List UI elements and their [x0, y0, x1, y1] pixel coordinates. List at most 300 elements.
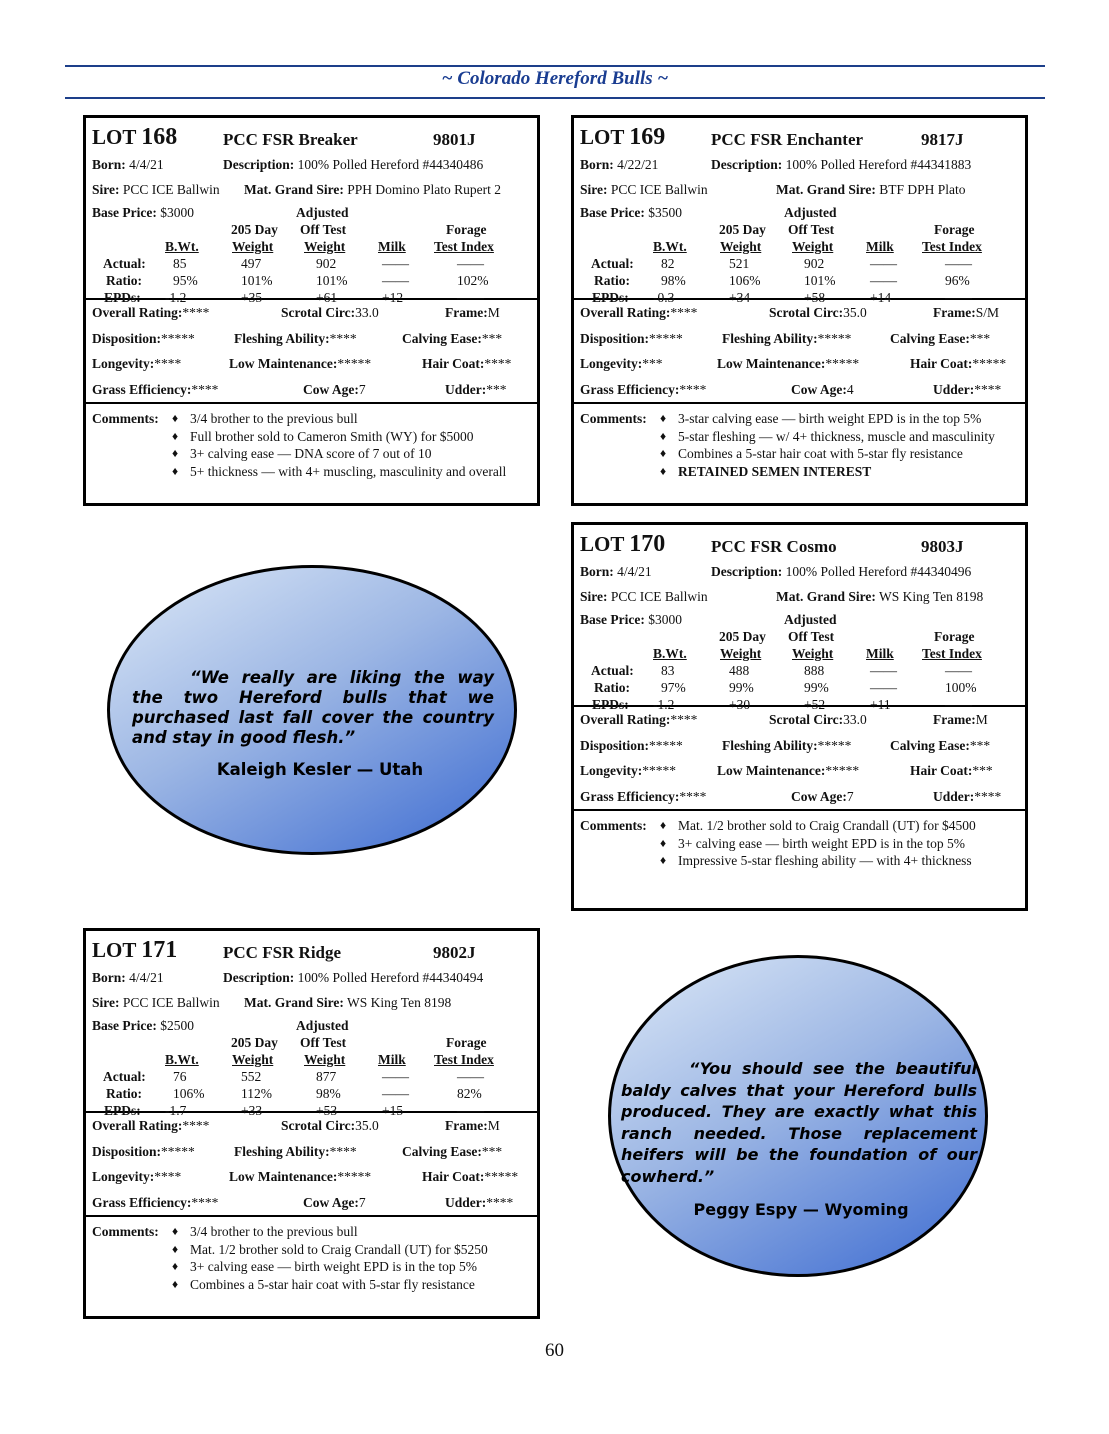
description-field [711, 154, 971, 176]
base-price-value: $3000 [648, 612, 682, 627]
scrotal-circ-field [281, 1113, 379, 1139]
actual-value: 902 [316, 256, 337, 271]
fleshing-ability-field [722, 326, 852, 352]
grass-efficiency-field [92, 377, 219, 403]
cow-age-label: Cow Age: [791, 788, 847, 804]
actual-value: 82 [661, 256, 675, 271]
grass-efficiency-value: **** [191, 381, 219, 397]
overall-rating-field [580, 300, 698, 326]
base-price-label: Base Price: [580, 612, 645, 627]
lot-word: LOT [92, 938, 136, 962]
header-bwt: B.Wt. [165, 1052, 199, 1067]
disposition-label: Disposition: [580, 737, 650, 753]
header-bwt: B.Wt. [653, 646, 687, 661]
udder-value: **** [974, 788, 1002, 804]
grass-efficiency-field [92, 1190, 219, 1216]
epds-row-label: EPDs: [104, 1103, 141, 1118]
description-field-label: Description: [223, 157, 295, 172]
scrotal-circ-value: 35.0 [355, 1118, 379, 1133]
comment-text: Mat. 1/2 brother sold to Craig Crandall (UT) for $4500 [678, 818, 976, 833]
born-field-label: Born: [580, 564, 614, 579]
actual-row-label: Actual: [591, 256, 634, 271]
base-price-field [92, 204, 194, 221]
frame-label: Frame: [933, 712, 976, 727]
fleshing-ability-value: ***** [817, 737, 852, 753]
cow-age-field [303, 377, 366, 403]
description-field [711, 561, 971, 583]
bullet-icon: ♦ [172, 463, 179, 478]
bullet-icon: ♦ [172, 446, 179, 460]
actual-value: —— [382, 1069, 409, 1084]
bull-name: PCC FSR Cosmo [711, 537, 837, 556]
scrotal-circ-value: 33.0 [843, 712, 867, 727]
comment-text: 3+ calving ease — birth weight EPD is in the top 5% [678, 835, 965, 851]
comment-item [92, 428, 537, 446]
sire-field [92, 179, 220, 201]
bull-name: PCC FSR Enchanter [711, 130, 864, 149]
sire-field-label: Sire: [580, 182, 608, 197]
hair-coat-field [422, 1164, 519, 1190]
ratio-row-label: Ratio: [106, 1086, 142, 1101]
frame-field [445, 300, 500, 326]
mat-grand-sire-field [776, 586, 983, 608]
actual-value: 877 [316, 1069, 337, 1084]
header-weight-205: Weight [232, 239, 274, 254]
longevity-label: Longevity: [92, 356, 155, 371]
calving-ease-value: *** [969, 330, 991, 346]
cow-age-label: Cow Age: [791, 381, 847, 397]
actual-value: —— [457, 1069, 484, 1084]
disposition-value: ***** [161, 1143, 195, 1159]
scrotal-circ-field [281, 300, 379, 326]
lot-label [92, 937, 177, 964]
hair-coat-value: **** [484, 356, 512, 371]
bullet-icon: ♦ [660, 835, 667, 850]
lot-word: LOT [580, 125, 624, 149]
sire-field [580, 179, 708, 201]
mat-grand-sire-field [776, 179, 966, 201]
disposition-label: Disposition: [92, 330, 162, 346]
udder-field [933, 784, 1002, 810]
calving-ease-field [402, 326, 503, 352]
born-field [580, 561, 652, 583]
ratio-value: 112% [241, 1086, 272, 1101]
grass-efficiency-field [580, 377, 707, 403]
comment-text: 5-star fleshing — w/ 4+ thickness, muscle and masculinity [678, 428, 995, 444]
actual-value: 497 [241, 256, 262, 271]
calving-ease-label: Calving Ease: [890, 737, 970, 753]
base-price-field [92, 1017, 194, 1034]
testimonial-quote: “You should see the beautiful baldy calves that your Hereford bulls produced. They are exactly what this ranch needed. Those replacement heifers will be the foundation of our cowherd.” [621, 1059, 977, 1186]
ratio-value: 95% [173, 273, 198, 288]
bullet-icon: ♦ [660, 428, 667, 443]
ratio-value: 100% [945, 680, 977, 695]
base-price-label: Base Price: [92, 205, 157, 220]
longevity-label: Longevity: [580, 763, 643, 778]
comment-item [580, 410, 1025, 428]
udder-value: *** [486, 381, 507, 397]
bullet-icon: ♦ [172, 1259, 179, 1273]
disposition-value: ***** [161, 330, 195, 346]
header-milk: Milk [378, 239, 406, 254]
epds-value: —— [457, 290, 484, 305]
fleshing-ability-label: Fleshing Ability: [722, 330, 818, 346]
hair-coat-value: ***** [484, 1169, 519, 1184]
ratio-value: 106% [729, 273, 761, 288]
epds-value: +30 [729, 697, 751, 712]
bull-id: 9803J [921, 537, 964, 556]
epds-value: +53 [316, 1103, 338, 1118]
longevity-field [92, 1164, 182, 1190]
comment-text: Combines a 5-star hair coat with 5-star fly resistance [678, 446, 963, 461]
hair-coat-label: Hair Coat: [422, 1169, 485, 1184]
scrotal-circ-label: Scrotal Circ: [769, 712, 844, 727]
actual-value: 83 [661, 663, 675, 678]
lot-number: 170 [629, 531, 666, 557]
frame-value: M [975, 712, 988, 727]
epds-value: +12 [382, 290, 404, 305]
description-field-label: Description: [223, 970, 295, 985]
bull-name: PCC FSR Ridge [223, 943, 342, 962]
sire-field-value: PCC ICE Ballwin [610, 182, 708, 197]
fleshing-ability-value: ***** [817, 330, 852, 346]
bullet-icon: ♦ [660, 411, 667, 425]
epds-value: +61 [316, 290, 338, 305]
base-price-label: Base Price: [580, 205, 645, 220]
low-maintenance-field [717, 351, 860, 377]
header-205-day: 205 Day [719, 629, 766, 644]
grass-efficiency-field [580, 784, 707, 810]
mat-grand-sire-field [244, 992, 451, 1014]
mat-grand-sire-field-value: WS King Ten 8198 [347, 995, 452, 1010]
udder-label: Udder: [933, 788, 975, 804]
fleshing-ability-field [722, 733, 852, 759]
born-field [92, 154, 164, 176]
low-maintenance-value: ***** [825, 356, 860, 371]
grass-efficiency-value: **** [679, 788, 707, 804]
sire-field-label: Sire: [92, 995, 120, 1010]
bullet-icon: ♦ [660, 446, 667, 460]
ratio-value: 102% [457, 273, 489, 288]
sire-field-value: PCC ICE Ballwin [122, 182, 220, 197]
lot-number: 171 [141, 937, 178, 963]
fleshing-ability-field [234, 1139, 357, 1165]
epds-value: +34 [729, 290, 751, 305]
comments-label: Comments: [92, 411, 159, 426]
header-test-index: Test Index [434, 1052, 494, 1067]
comment-text: 3+ calving ease — birth weight EPD is in the top 5% [190, 1259, 477, 1274]
born-field-value: 4/4/21 [129, 970, 164, 985]
sire-field [92, 992, 220, 1014]
frame-field [933, 300, 999, 326]
ratio-value: 96% [945, 273, 970, 288]
scrotal-circ-label: Scrotal Circ: [769, 305, 844, 320]
page-header-title: ~ Colorado Hereford Bulls ~ [441, 68, 669, 89]
grass-efficiency-label: Grass Efficiency: [580, 788, 680, 804]
born-field-label: Born: [92, 157, 126, 172]
header-milk: Milk [866, 239, 894, 254]
comment-text: Full brother sold to Cameron Smith (WY) for $5000 [190, 428, 474, 444]
epds-value: -0.3 [653, 290, 675, 305]
header-off-test: Off Test [300, 222, 347, 237]
udder-field [445, 377, 507, 403]
comment-text: 5+ thickness — with 4+ muscling, masculinity and overall [190, 463, 507, 479]
description-field-value: 100% Polled Hereford #44340496 [785, 564, 972, 579]
actual-row-label: Actual: [103, 1069, 146, 1084]
ratio-row-label: Ratio: [106, 273, 142, 288]
comment-item [580, 463, 1025, 481]
sire-field-label: Sire: [580, 589, 608, 604]
actual-value: 888 [804, 663, 825, 678]
sire-field [580, 586, 708, 608]
born-field [580, 154, 658, 176]
bullet-icon: ♦ [660, 463, 667, 478]
cow-age-value: 7 [358, 381, 366, 397]
ratio-value: 101% [804, 273, 836, 288]
mat-grand-sire-field [244, 179, 501, 201]
disposition-field [580, 733, 683, 759]
overall-rating-label: Overall Rating: [92, 305, 183, 320]
born-field-label: Born: [92, 970, 126, 985]
header-weight-adj: Weight [792, 646, 834, 661]
base-price-value: $2500 [160, 1018, 194, 1033]
comment-item [580, 817, 1025, 835]
header-forage: Forage [446, 222, 487, 237]
description-field-value: 100% Polled Hereford #44340494 [297, 970, 484, 985]
fleshing-ability-field [234, 326, 357, 352]
low-maintenance-value: ***** [337, 356, 372, 371]
ratio-value: 101% [241, 273, 273, 288]
disposition-field [92, 326, 195, 352]
grass-efficiency-label: Grass Efficiency: [580, 381, 680, 397]
longevity-label: Longevity: [92, 1169, 155, 1184]
mat-grand-sire-field-label: Mat. Grand Sire: [776, 589, 876, 604]
longevity-field [92, 351, 182, 377]
disposition-field [92, 1139, 195, 1165]
description-field-value: 100% Polled Hereford #44340486 [297, 157, 484, 172]
ratio-value: —— [870, 680, 897, 695]
header-adjusted: Adjusted [784, 612, 837, 627]
description-field [223, 967, 483, 989]
header-weight-205: Weight [720, 646, 762, 661]
hair-coat-field [422, 351, 512, 377]
sire-field-label: Sire: [92, 182, 120, 197]
hair-coat-value: ***** [972, 356, 1007, 371]
actual-value: 85 [173, 256, 187, 271]
lot-word: LOT [580, 532, 624, 556]
comment-text: 3+ calving ease — DNA score of 7 out of 10 [190, 446, 432, 461]
header-milk: Milk [378, 1052, 406, 1067]
sire-field-value: PCC ICE Ballwin [122, 995, 220, 1010]
born-field [92, 967, 164, 989]
sire-field-value: PCC ICE Ballwin [610, 589, 708, 604]
cow-age-field [303, 1190, 366, 1216]
epds-value: +33 [241, 1103, 263, 1118]
low-maintenance-label: Low Maintenance: [229, 356, 338, 371]
ratio-value: 98% [316, 1086, 341, 1101]
comment-item [92, 1223, 537, 1241]
udder-field [933, 377, 1002, 403]
calving-ease-label: Calving Ease: [402, 1143, 482, 1159]
longevity-label: Longevity: [580, 356, 643, 371]
low-maintenance-field [717, 758, 860, 784]
actual-value: 76 [173, 1069, 187, 1084]
overall-rating-label: Overall Rating: [580, 305, 671, 320]
cow-age-field [791, 784, 854, 810]
bullet-icon: ♦ [660, 818, 667, 832]
header-adjusted: Adjusted [296, 1018, 349, 1033]
comments-label: Comments: [92, 1224, 159, 1239]
comment-text: Impressive 5-star fleshing ability — with 4+ thickness [678, 853, 972, 868]
actual-value: —— [457, 256, 484, 271]
hair-coat-label: Hair Coat: [910, 356, 973, 371]
frame-field [933, 707, 988, 733]
header-test-index: Test Index [434, 239, 494, 254]
comment-item [580, 445, 1025, 463]
ratio-row-label: Ratio: [594, 680, 630, 695]
lot-number: 168 [141, 124, 178, 150]
description-field-label: Description: [711, 157, 783, 172]
born-field-value: 4/4/21 [617, 564, 652, 579]
low-maintenance-field [229, 351, 372, 377]
bullet-icon: ♦ [172, 411, 179, 425]
udder-value: **** [974, 381, 1002, 397]
disposition-value: ***** [649, 737, 683, 753]
epds-value: -1.2 [165, 290, 187, 305]
mat-grand-sire-field-value: BTF DPH Plato [879, 182, 966, 197]
fleshing-ability-label: Fleshing Ability: [234, 330, 330, 346]
bullet-icon: ♦ [172, 1224, 179, 1238]
header-weight-205: Weight [720, 239, 762, 254]
frame-field [445, 1113, 500, 1139]
bull-id: 9817J [921, 130, 964, 149]
description-field [223, 154, 483, 176]
base-price-value: $3500 [648, 205, 682, 220]
base-price-field [580, 611, 682, 628]
overall-rating-value: **** [182, 1118, 210, 1133]
header-weight-adj: Weight [792, 239, 834, 254]
header-205-day: 205 Day [231, 222, 278, 237]
mat-grand-sire-field-value: PPH Domino Plato Rupert 2 [347, 182, 502, 197]
header-off-test: Off Test [788, 222, 835, 237]
scrotal-circ-label: Scrotal Circ: [281, 1118, 356, 1133]
low-maintenance-label: Low Maintenance: [717, 763, 826, 778]
epds-value: -1.2 [653, 697, 675, 712]
comment-text: 3/4 brother to the previous bull [190, 1224, 358, 1239]
header-test-index: Test Index [922, 646, 982, 661]
bullet-icon: ♦ [172, 428, 179, 443]
scrotal-circ-value: 35.0 [843, 305, 867, 320]
disposition-value: ***** [649, 330, 683, 346]
udder-value: **** [486, 1194, 514, 1210]
description-field-label: Description: [711, 564, 783, 579]
comment-item [92, 410, 537, 428]
frame-value: S/M [975, 305, 999, 320]
cow-age-value: 7 [358, 1194, 366, 1210]
disposition-label: Disposition: [92, 1143, 162, 1159]
header-205-day: 205 Day [719, 222, 766, 237]
frame-label: Frame: [445, 1118, 488, 1133]
udder-label: Udder: [445, 381, 487, 397]
testimonial-author: Kaleigh Kesler — Utah [216, 760, 424, 779]
mat-grand-sire-field-label: Mat. Grand Sire: [776, 182, 876, 197]
ratio-row-label: Ratio: [594, 273, 630, 288]
comment-text: Combines a 5-star hair coat with 5-star fly resistance [190, 1276, 475, 1292]
epds-value: +58 [804, 290, 826, 305]
header-test-index: Test Index [922, 239, 982, 254]
overall-rating-field [92, 300, 210, 326]
low-maintenance-value: ***** [337, 1169, 372, 1184]
epds-row-label: EPDs: [592, 290, 629, 305]
actual-value: —— [945, 256, 972, 271]
actual-value: 521 [729, 256, 750, 271]
ratio-value: 97% [661, 680, 686, 695]
ratio-value: —— [382, 273, 409, 288]
hair-coat-label: Hair Coat: [910, 763, 973, 778]
testimonial-author: Peggy Espy — Wyoming [693, 1200, 909, 1219]
udder-field [445, 1190, 514, 1216]
header-adjusted: Adjusted [784, 205, 837, 220]
epds-value: +35 [241, 290, 263, 305]
testimonial-bubble [107, 565, 517, 855]
actual-value: 552 [241, 1069, 262, 1084]
header-adjusted: Adjusted [296, 205, 349, 220]
epds-value: —— [457, 1103, 484, 1118]
ratio-value: 99% [729, 680, 754, 695]
epds-value: +14 [870, 290, 892, 305]
ratio-value: 106% [173, 1086, 205, 1101]
scrotal-circ-value: 33.0 [355, 305, 379, 320]
hair-coat-label: Hair Coat: [422, 356, 485, 371]
longevity-field [580, 351, 663, 377]
cow-age-value: 7 [846, 788, 854, 804]
lot-card-169 [571, 115, 1028, 506]
calving-ease-value: *** [481, 330, 503, 346]
grass-efficiency-value: **** [191, 1194, 219, 1210]
actual-row-label: Actual: [591, 663, 634, 678]
bull-name: PCC FSR Breaker [223, 130, 358, 149]
ratio-value: 98% [661, 273, 686, 288]
bullet-icon: ♦ [172, 1276, 179, 1291]
calving-ease-field [890, 733, 991, 759]
fleshing-ability-label: Fleshing Ability: [234, 1143, 330, 1159]
description-field-value: 100% Polled Hereford #44341883 [785, 157, 972, 172]
frame-value: M [487, 305, 500, 320]
header-off-test: Off Test [788, 629, 835, 644]
header-forage: Forage [934, 222, 975, 237]
longevity-value: *** [642, 356, 663, 371]
comment-text: Mat. 1/2 brother sold to Craig Crandall (UT) for $5250 [190, 1241, 488, 1257]
scrotal-circ-field [769, 300, 867, 326]
frame-label: Frame: [933, 305, 976, 320]
header-off-test: Off Test [300, 1035, 347, 1050]
comment-item [92, 463, 537, 481]
lot-label [92, 124, 177, 151]
overall-rating-field [92, 1113, 210, 1139]
low-maintenance-value: ***** [825, 763, 860, 778]
longevity-value: **** [154, 1169, 182, 1184]
grass-efficiency-value: **** [679, 381, 707, 397]
comment-item [92, 1241, 537, 1259]
bullet-icon: ♦ [172, 1241, 179, 1256]
ratio-value: —— [382, 1086, 409, 1101]
born-field-value: 4/4/21 [129, 157, 164, 172]
lot-label [580, 124, 665, 151]
calving-ease-field [890, 326, 991, 352]
header-milk: Milk [866, 646, 894, 661]
comment-item [580, 835, 1025, 853]
longevity-value: ***** [642, 763, 676, 778]
